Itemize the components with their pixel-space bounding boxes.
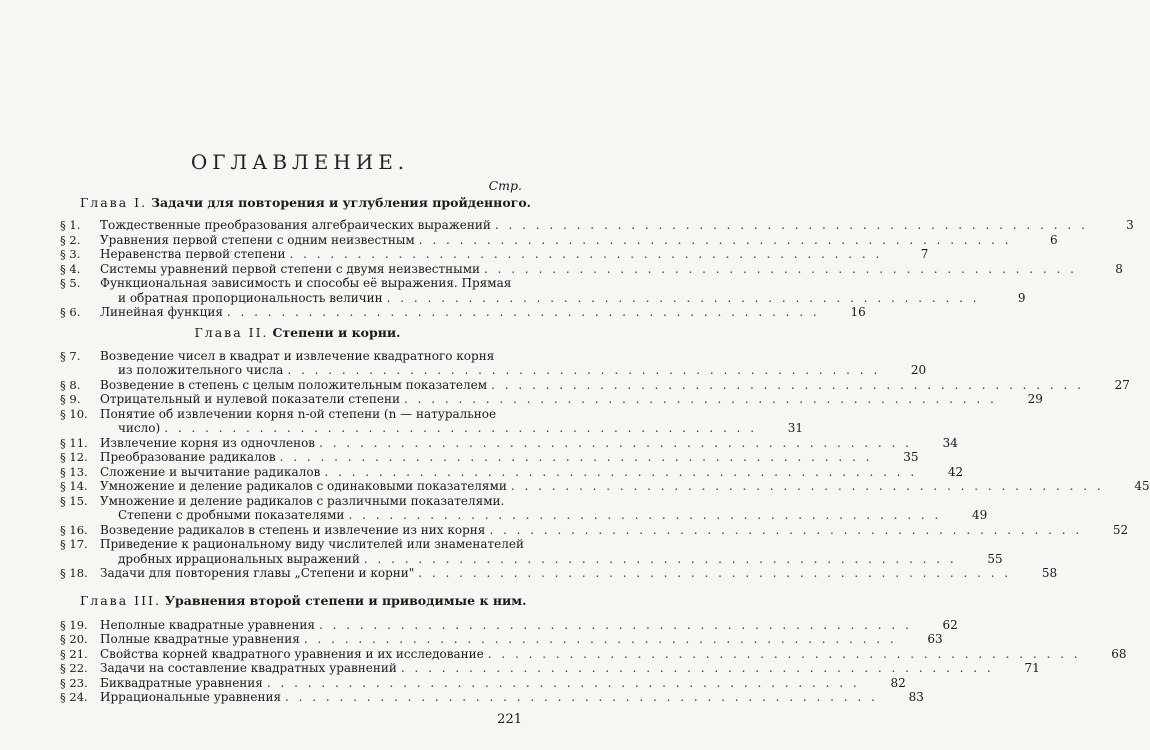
dot-leader bbox=[401, 661, 994, 676]
dot-leader bbox=[304, 632, 897, 647]
page-ref: 82 bbox=[890, 675, 906, 690]
table-of-contents bbox=[60, 195, 1150, 705]
toc-entry[interactable] bbox=[60, 261, 1123, 277]
dot-leader bbox=[324, 465, 917, 480]
entry-title: Полные квадратные уравнения bbox=[100, 632, 300, 646]
entry-title: Задачи на составление квадратных уравнений bbox=[100, 661, 397, 675]
dot-leader bbox=[495, 218, 1088, 233]
page-ref: 34 bbox=[942, 435, 958, 450]
toc-entry[interactable] bbox=[60, 537, 1003, 566]
entry-title: Возведение чисел в квадрат и извлечение квадратного корня bbox=[100, 348, 495, 363]
entry-title: Линейная функция bbox=[100, 305, 223, 319]
dot-leader bbox=[267, 676, 860, 691]
dot-leader bbox=[364, 552, 957, 567]
toc-entry[interactable] bbox=[60, 675, 906, 691]
dot-leader bbox=[387, 291, 980, 306]
dot-leader bbox=[285, 690, 878, 705]
page-number: 221 bbox=[497, 712, 522, 727]
dot-leader bbox=[319, 618, 912, 633]
toc-entry[interactable] bbox=[60, 377, 1130, 393]
dot-leader bbox=[419, 233, 1012, 248]
entry-title: Умножение и деление радикалов с одинаковыми показателями bbox=[100, 479, 507, 493]
section-number: § 3. bbox=[60, 247, 81, 261]
toc-entry[interactable] bbox=[60, 632, 943, 647]
section-number: § 21. bbox=[60, 646, 88, 661]
dot-leader bbox=[488, 647, 1081, 662]
dot-leader bbox=[287, 363, 880, 378]
page-ref: 52 bbox=[1112, 522, 1129, 537]
section-number: § 10. bbox=[60, 406, 88, 421]
page-ref: 6 bbox=[1049, 232, 1058, 247]
entry-title: Возведение в степень с целым положительным показателем bbox=[100, 377, 488, 392]
section-number: § 9. bbox=[60, 392, 81, 406]
toc-entry[interactable] bbox=[60, 522, 1129, 538]
section-number: § 15. bbox=[60, 493, 88, 508]
section-number: § 2. bbox=[60, 232, 81, 247]
dot-leader bbox=[418, 566, 1011, 581]
section-number: § 8. bbox=[60, 377, 81, 392]
page-ref: 49 bbox=[972, 508, 988, 522]
dot-leader bbox=[164, 421, 757, 436]
entry-title: число) bbox=[118, 421, 161, 435]
dot-leader bbox=[280, 450, 873, 465]
page-column-label: Стр. bbox=[488, 178, 522, 193]
page-ref: 8 bbox=[1115, 261, 1123, 276]
chapter-label: Глава II. bbox=[194, 324, 269, 340]
entry-title: Умножение и деление радикалов с различными показателями. bbox=[100, 493, 505, 508]
entry-title: Уравнения первой степени с одним неизвестным bbox=[100, 232, 415, 247]
entry-title: Свойства корней квадратного уравнения и их исследование bbox=[100, 646, 484, 661]
entry-title: Преобразование радикалов bbox=[100, 450, 276, 464]
entry-title: из положительного числа bbox=[118, 363, 284, 377]
page-ref: 3 bbox=[1126, 218, 1134, 232]
section-number: § 1. bbox=[60, 218, 81, 232]
section-number: § 4. bbox=[60, 261, 81, 276]
entry-title: Извлечение корня из одночленов bbox=[100, 435, 316, 450]
entry-title: Функциональная зависимость и способы её выражения. Прямая bbox=[100, 276, 512, 290]
entry-title: Неравенства первой степени bbox=[100, 247, 286, 261]
page-ref: 58 bbox=[1041, 566, 1058, 580]
entry-title: Задачи для повторения главы „Степени и корни" bbox=[100, 566, 415, 580]
page-ref: 27 bbox=[1114, 377, 1130, 392]
toc-entry[interactable] bbox=[60, 661, 1040, 676]
section-number: § 14. bbox=[60, 479, 88, 493]
entry-title: и обратная пропорциональность величин bbox=[118, 290, 383, 305]
section-number: § 22. bbox=[60, 661, 88, 675]
dot-leader bbox=[404, 392, 997, 407]
section-number: § 11. bbox=[60, 435, 88, 450]
toc-entry[interactable] bbox=[60, 435, 958, 451]
dot-leader bbox=[489, 523, 1082, 538]
page-ref: 71 bbox=[1024, 661, 1040, 675]
page-ref: 7 bbox=[920, 247, 929, 261]
chapter-label: Глава III. bbox=[80, 592, 161, 608]
entry-title: Биквадратные уравнения bbox=[100, 675, 263, 690]
entry-title: Возведение радикалов в степень и извлечение из них корня bbox=[100, 522, 486, 537]
page-ref: 20 bbox=[910, 363, 927, 377]
dot-leader bbox=[289, 247, 882, 262]
page-ref: 35 bbox=[903, 450, 919, 464]
page-title: ОГЛАВЛЕНИЕ. bbox=[190, 150, 410, 174]
entry-title: Системы уравнений первой степени с двумя неизвестными bbox=[100, 261, 481, 276]
section-number: § 17. bbox=[60, 537, 88, 551]
dot-leader bbox=[348, 508, 941, 523]
dot-leader bbox=[319, 436, 912, 451]
section-number: § 16. bbox=[60, 522, 88, 537]
entry-title: Сложение и вычитание радикалов bbox=[100, 464, 321, 479]
dot-leader bbox=[511, 479, 1104, 494]
toc-entry[interactable] bbox=[60, 348, 927, 378]
toc-entry[interactable] bbox=[60, 232, 1058, 248]
entry-title: Понятие об извлечении корня n-ой степени (n — натуральное bbox=[100, 406, 497, 421]
section-number: § 20. bbox=[60, 632, 88, 646]
page-ref: 45 bbox=[1134, 479, 1150, 493]
toc-entry[interactable] bbox=[60, 247, 929, 262]
section-number: § 23. bbox=[60, 675, 88, 690]
section-number: § 7. bbox=[60, 348, 81, 363]
chapter-heading bbox=[60, 325, 515, 340]
toc-entry[interactable] bbox=[60, 566, 1058, 581]
entry-title: дробных иррациональных выражений bbox=[118, 551, 360, 566]
section-number: § 13. bbox=[60, 464, 88, 479]
toc-entry[interactable] bbox=[60, 479, 1150, 494]
entry-title: Тождественные преобразования алгебраических выражений bbox=[100, 218, 491, 232]
section-number: § 19. bbox=[60, 617, 88, 632]
toc-entry[interactable] bbox=[60, 218, 1134, 233]
entry-title: Иррациональные уравнения bbox=[100, 690, 282, 704]
page-ref: 42 bbox=[947, 464, 964, 479]
page-ref: 83 bbox=[908, 690, 924, 704]
chapter-title: Уравнения второй степени и приводимые к ним. bbox=[164, 592, 527, 608]
page-ref: 16 bbox=[850, 305, 866, 319]
toc-entry[interactable] bbox=[60, 690, 924, 705]
page-ref: 31 bbox=[787, 421, 804, 435]
page-ref: 29 bbox=[1027, 392, 1043, 406]
page-ref: 55 bbox=[987, 551, 1003, 566]
page-ref: 62 bbox=[942, 617, 958, 632]
page-ref: 63 bbox=[927, 632, 943, 646]
chapter-title: Степени и корни. bbox=[272, 324, 401, 340]
toc-entry[interactable] bbox=[60, 464, 964, 480]
entry-title: Отрицательный и нулевой показатели степени bbox=[100, 392, 400, 406]
dot-leader bbox=[227, 305, 820, 320]
toc-entry[interactable] bbox=[60, 646, 1127, 662]
toc-entry[interactable] bbox=[60, 392, 1043, 407]
section-number: § 6. bbox=[60, 305, 81, 319]
toc-entry[interactable] bbox=[60, 493, 988, 523]
entry-title: Степени с дробными показателями bbox=[118, 508, 345, 522]
chapter-heading bbox=[60, 592, 527, 608]
entry-title: Неполные квадратные уравнения bbox=[100, 617, 315, 632]
entry-title: Приведение к рациональному виду числителей или знаменателей bbox=[100, 537, 524, 551]
section-number: § 24. bbox=[60, 690, 88, 704]
page-ref: 9 bbox=[1017, 290, 1026, 305]
toc-entry[interactable] bbox=[60, 617, 958, 633]
section-number: § 5. bbox=[60, 276, 81, 290]
toc-entry[interactable] bbox=[60, 450, 919, 465]
dot-leader bbox=[491, 378, 1084, 393]
page-ref: 68 bbox=[1111, 646, 1127, 661]
dot-leader bbox=[484, 262, 1077, 277]
section-number: § 12. bbox=[60, 450, 88, 464]
toc-entry[interactable] bbox=[60, 406, 804, 436]
chapter-heading bbox=[60, 195, 532, 210]
toc-entry[interactable] bbox=[60, 276, 1026, 305]
chapter-label: Глава I. bbox=[80, 195, 148, 210]
section-number: § 18. bbox=[60, 566, 88, 580]
chapter-title: Задачи для повторения и углубления пройденного. bbox=[151, 195, 532, 210]
toc-entry[interactable] bbox=[60, 305, 866, 320]
